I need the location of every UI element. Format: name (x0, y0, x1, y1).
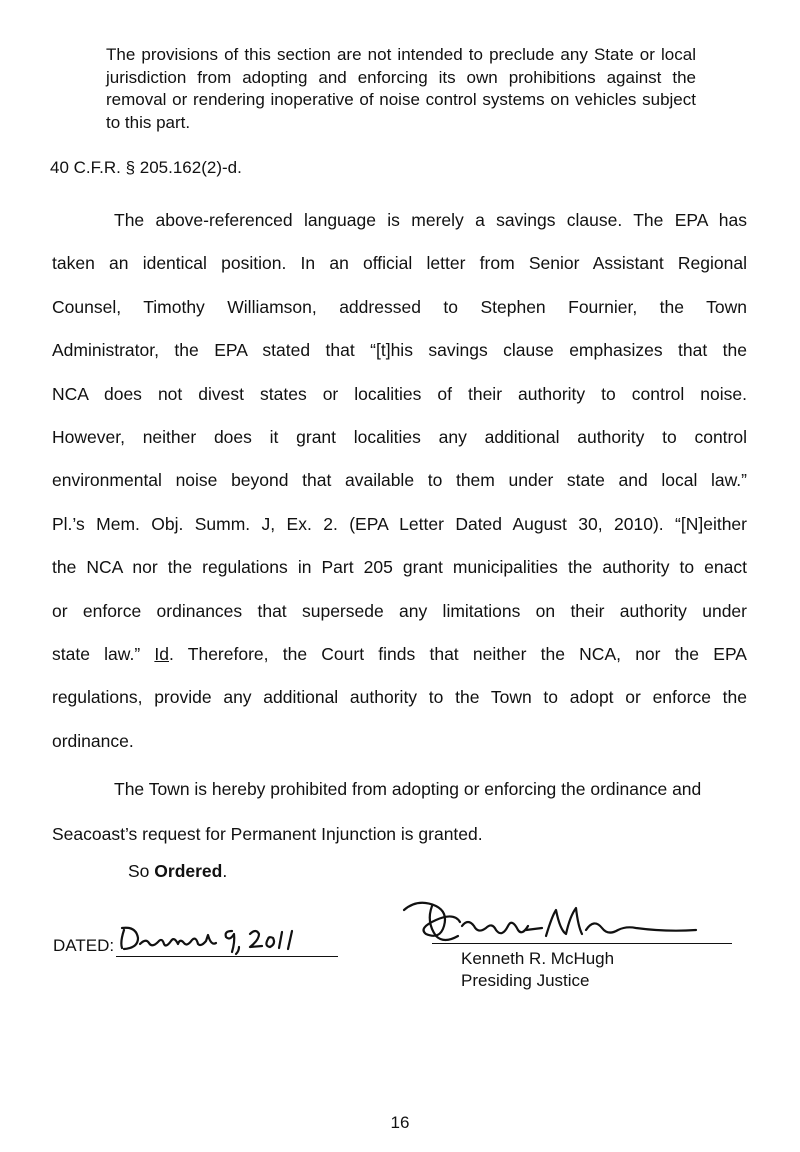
signer-name: Kenneth R. McHugh (461, 949, 615, 968)
paragraph-line: taken an identical position. In an official letter from Senior Assistant Regional (52, 253, 747, 274)
paragraph-line: environmental noise beyond that available to them under state and local law.” (52, 470, 747, 491)
paragraph-line: ordinance. (52, 730, 134, 751)
signature-line (432, 943, 732, 944)
paragraph-line: Seacoast’s request for Permanent Injunction is granted. (52, 824, 483, 844)
paragraph-line: The above-referenced language is merely a savings clause. The EPA has (114, 210, 747, 230)
paragraph-injunction (52, 767, 747, 857)
paragraph-line: or enforce ordinances that supersede any limitations on their authority under (52, 600, 747, 621)
ordered-suffix: . (222, 861, 228, 881)
paragraph-line: regulations, provide any additional authority to the Town to adopt or enforce the (52, 687, 747, 708)
paragraph-line: Administrator, the EPA stated that “[t]his savings clause emphasizes that the (52, 340, 747, 361)
signer-title: Presiding Justice (461, 971, 590, 990)
dated-label: DATED: (53, 936, 115, 955)
paragraph-line-with-id (52, 633, 747, 676)
id-citation: Id (154, 644, 169, 665)
paragraph-line: Counsel, Timothy Williamson, addressed to Stephen Fournier, the Town (52, 296, 747, 317)
so-ordered (128, 860, 227, 882)
handwritten-date (116, 928, 338, 957)
regulation-citation: 40 C.F.R. § 205.162(2)-d. (50, 158, 242, 177)
paragraph-line: Pl.’s Mem. Obj. Summ. J, Ex. 2. (EPA Letter Dated August 30, 2010). “[N]either (52, 513, 747, 534)
dated-line (53, 928, 338, 957)
paragraph-line: The Town is hereby prohibited from adopting or enforcing the ordinance and (114, 779, 702, 799)
ordered-bold: Ordered (154, 861, 223, 881)
paragraph-line: the NCA nor the regulations in Part 205 grant municipalities the authority to enact (52, 557, 747, 578)
paragraph-savings-clause (52, 199, 747, 763)
page-number: 16 (390, 1113, 410, 1132)
block-quote: The provisions of this section are not intended to preclude any State or local jurisdiction from adopting and enforcing its own prohibitions against the removal or rendering inoperative of noise control systems on vehicles subject to this part. (106, 45, 696, 132)
paragraph-line: However, neither does it grant localities any additional authority to control (52, 427, 747, 448)
handwritten-date-scribble (116, 922, 338, 956)
ordered-prefix: So (128, 861, 155, 881)
line-rest: Therefore, the Court finds that neither the NCA, nor the EPA (187, 644, 747, 665)
id-period: . (168, 644, 188, 665)
line-prefix: state law.” (52, 644, 155, 665)
paragraph-line: NCA does not divest states or localities of their authority to control noise. (52, 383, 747, 404)
